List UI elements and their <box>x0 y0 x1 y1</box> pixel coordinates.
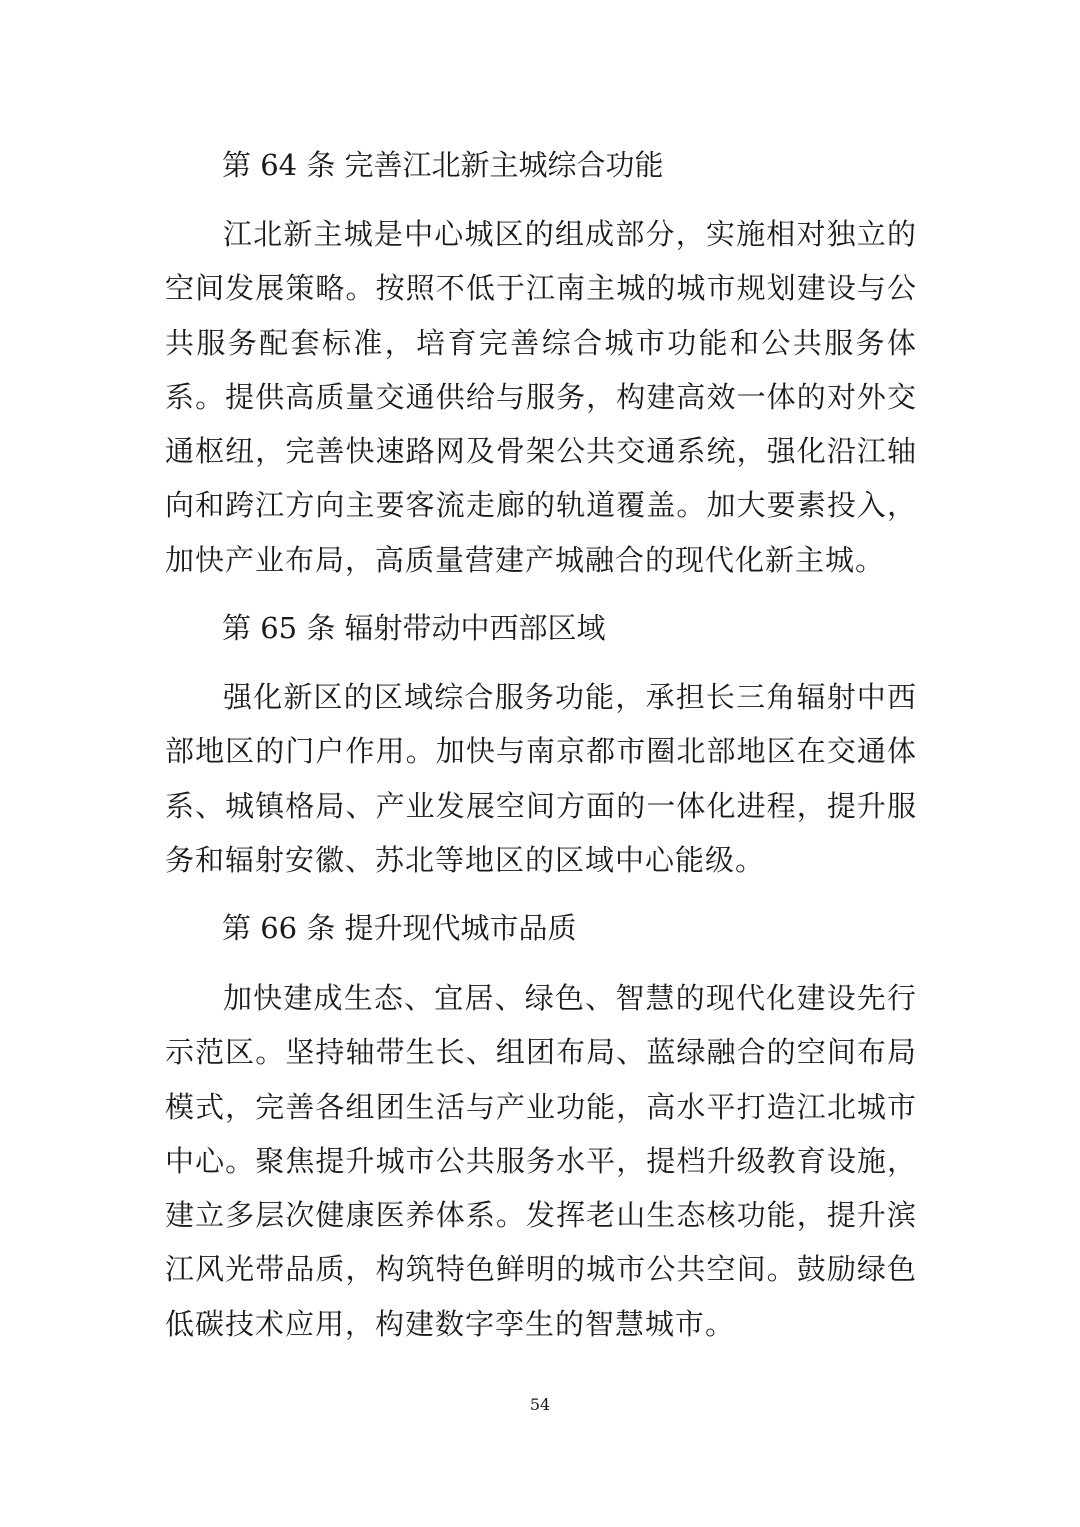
article-66-paragraph: 加快建成生态、宜居、绿色、智慧的现代化建设先行示范区。坚持轴带生长、组团布局、蓝绿融合的空间布局模式，完善各组团生活与产业功能，高水平打造江北城市中心。聚焦提升城市公共服务水平，提档升级教育设施，建立多层次健康医养体系。发挥老山生态核功能，提升滨江风光带品质，构筑特色鲜明的城市公共空间。鼓励绿色低碳技术应用，构建数字孪生的智慧城市。 <box>165 981 917 1341</box>
article-64-paragraph: 江北新主城是中心城区的组成部分，实施相对独立的空间发展策略。按照不低于江南主城的城市规划建设与公共服务配套标准，培育完善综合城市功能和公共服务体系。提供高质量交通供给与服务，构建高效一体的对外交通枢纽，完善快速路网及骨架公共交通系统，强化沿江轴向和跨江方向主要客流走廊的轨道覆盖。加大要素投入，加快产业布局，高质量营建产城融合的现代化新主城。 <box>165 217 917 577</box>
article-64-heading: 第 64 条 完善江北新主城综合功能 <box>222 148 664 182</box>
page-number: 54 <box>529 1395 551 1414</box>
article-65-paragraph: 强化新区的区域综合服务功能，承担长三角辐射中西部地区的门户作用。加快与南京都市圈北部地区在交通体系、城镇格局、产业发展空间方面的一体化进程，提升服务和辐射安徽、苏北等地区的区域中心能级。 <box>165 680 917 877</box>
article-65-heading: 第 65 条 辐射带动中西部区域 <box>222 611 606 645</box>
article-66-heading: 第 66 条 提升现代城市品质 <box>222 911 577 945</box>
